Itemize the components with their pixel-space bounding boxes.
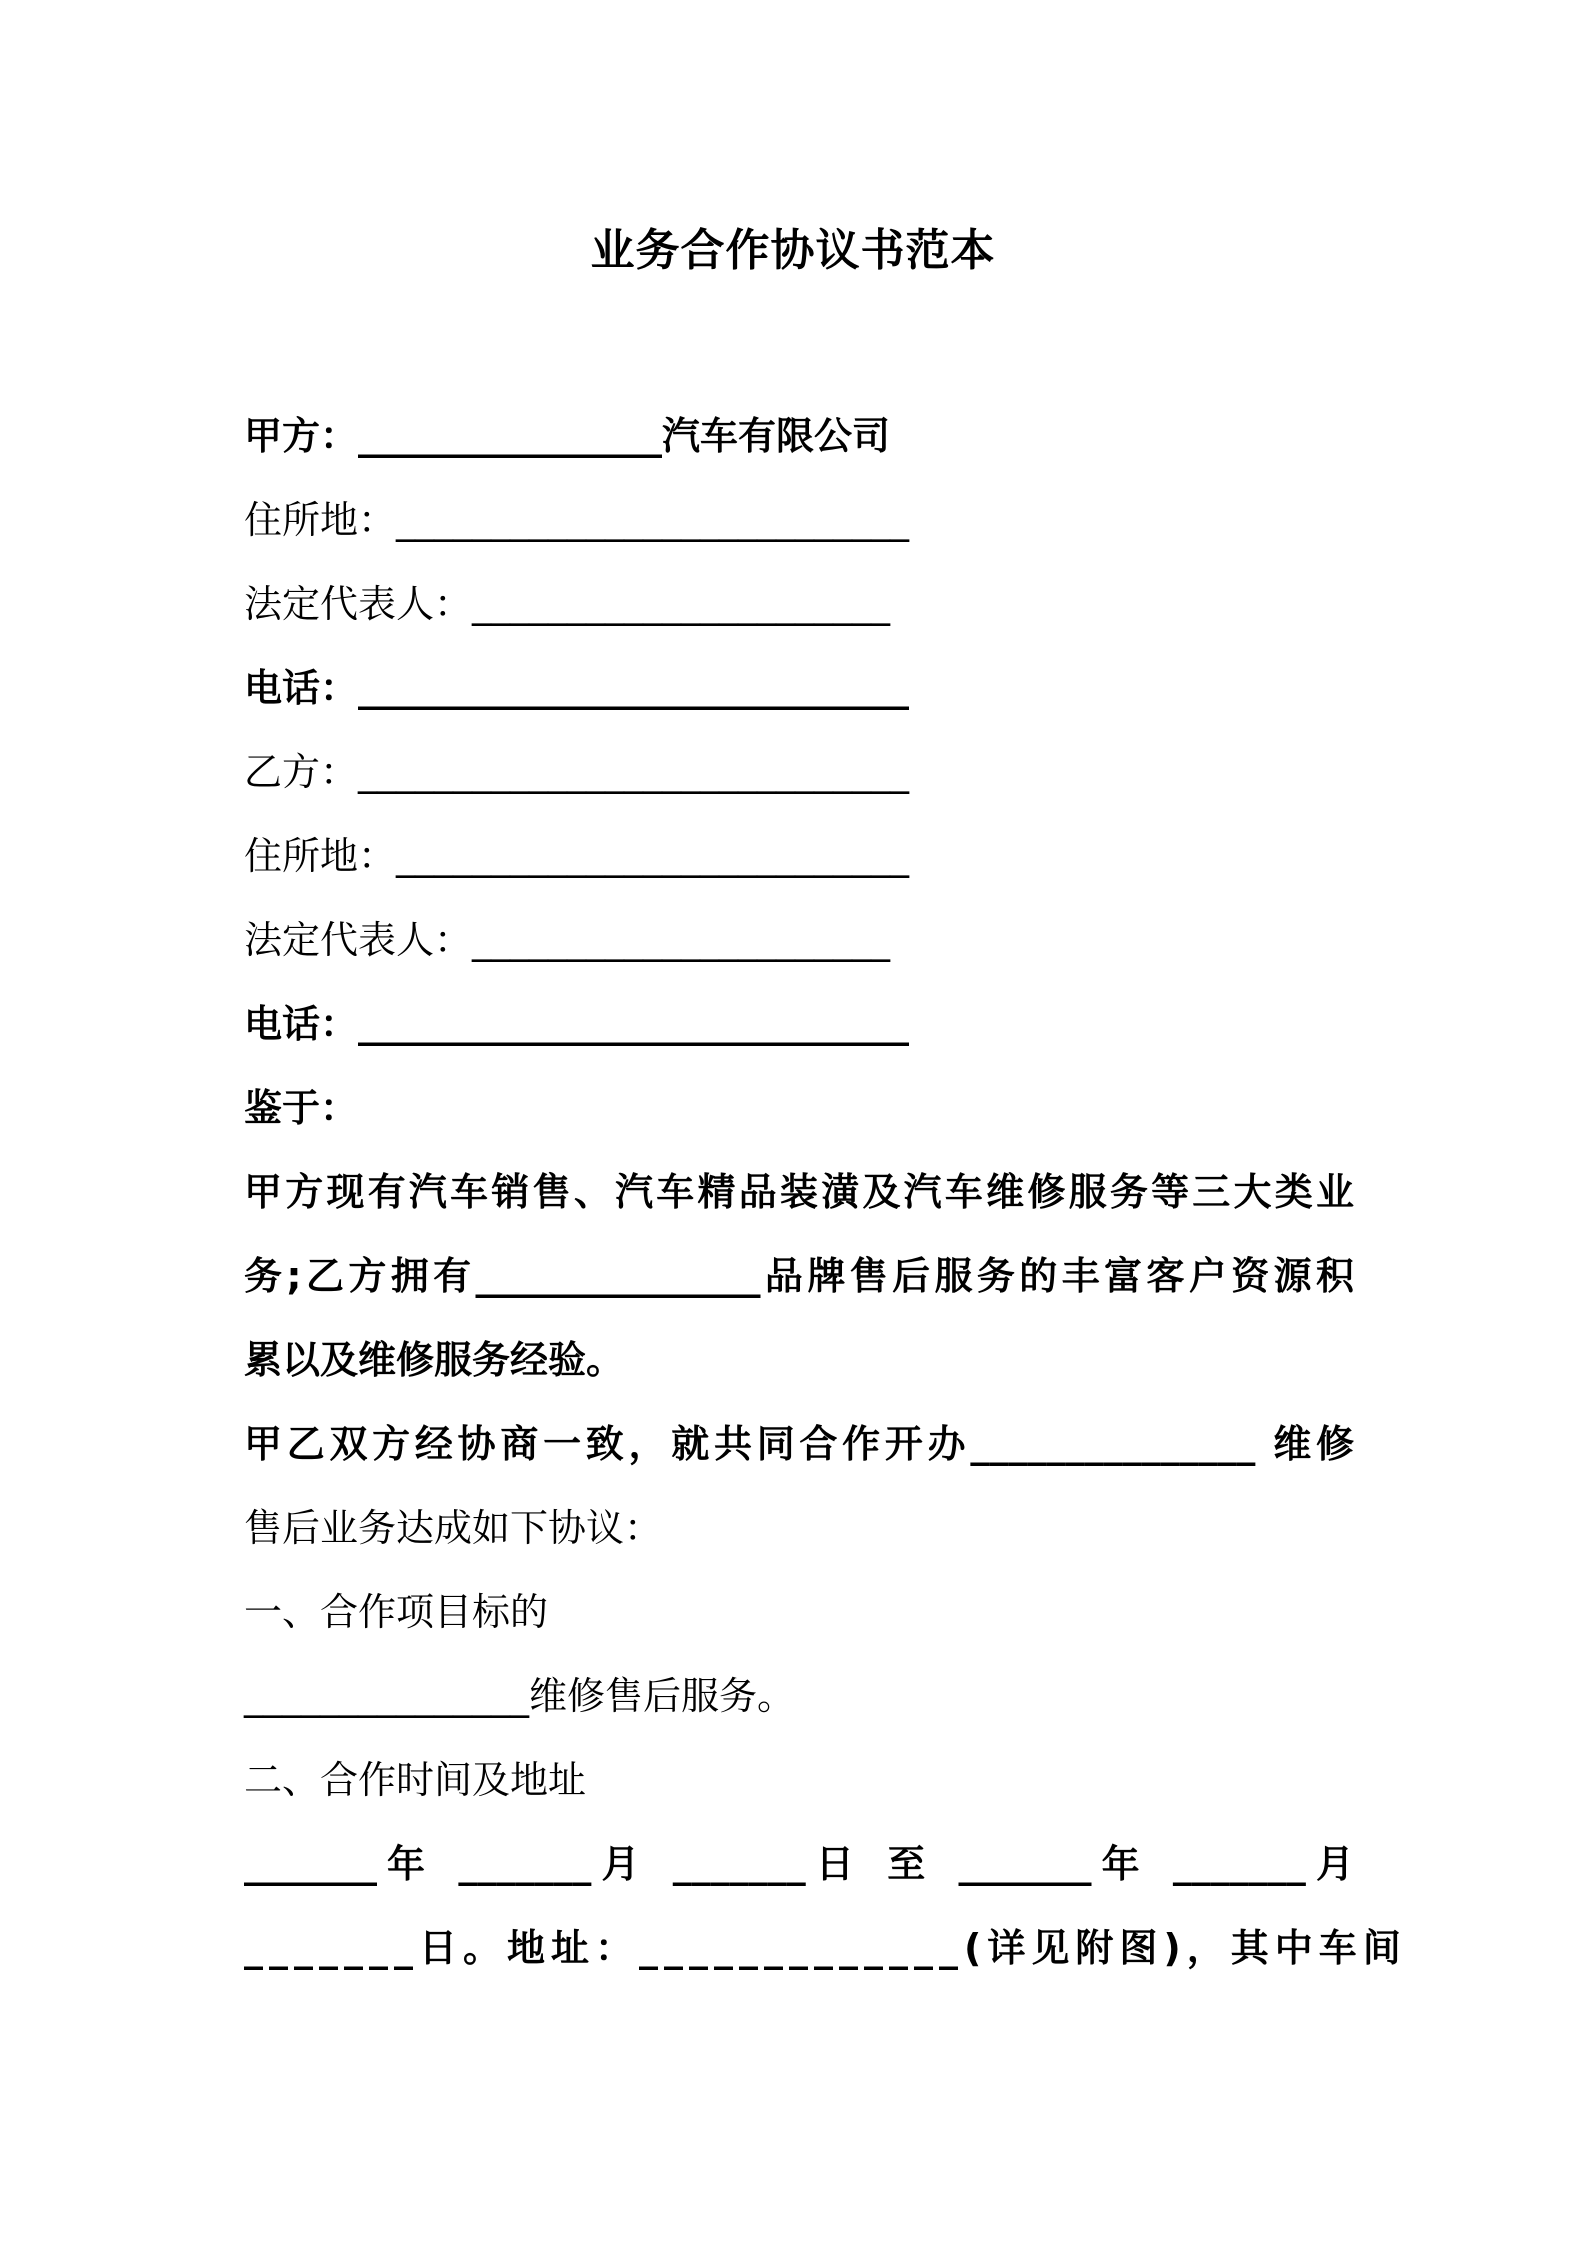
section-2-heading: 二、合作时间及地址 xyxy=(244,1758,587,1802)
document-title: 业务合作协议书范本 xyxy=(590,225,996,276)
section-2-address-line: _______日。地址：_____________(详见附图)，其中车间 xyxy=(244,1926,1407,1970)
whereas-paragraph-line-1: 甲方现有汽车销售、汽车精品装潢及汽车维修服务等三大类业 xyxy=(244,1170,1354,1214)
whereas-heading: 鉴于： xyxy=(244,1086,359,1130)
agreement-paragraph-line-1: 甲乙双方经协商一致，就共同合作开办_______________ 维修 xyxy=(244,1422,1354,1466)
party-b-phone-line: 电话：_____________________________ xyxy=(244,1002,910,1046)
whereas-paragraph-line-3: 累以及维修服务经验。 xyxy=(244,1338,625,1382)
party-b-address-line: 住所地：___________________________ xyxy=(244,834,910,878)
party-b-representative-line: 法定代表人：______________________ xyxy=(244,918,891,962)
party-a-address-line: 住所地：___________________________ xyxy=(244,498,910,542)
section-2-date-range-line: _______年 _______月 _______日 至 _______年 _______月 xyxy=(244,1842,1354,1886)
whereas-paragraph-line-2: 务;乙方拥有_______________品牌售后服务的丰富客户资源积 xyxy=(244,1254,1354,1298)
party-a-representative-line: 法定代表人：______________________ xyxy=(244,582,891,626)
section-1-heading: 一、合作项目标的 xyxy=(244,1590,549,1634)
party-a-phone-line: 电话：_____________________________ xyxy=(244,666,910,710)
agreement-paragraph-line-2: 售后业务达成如下协议： xyxy=(244,1506,663,1550)
party-b-name-line: 乙方：_____________________________ xyxy=(244,750,910,794)
section-1-content: _______________维修售后服务。 xyxy=(244,1674,796,1718)
party-a-name-line: 甲方：________________汽车有限公司 xyxy=(244,414,891,458)
